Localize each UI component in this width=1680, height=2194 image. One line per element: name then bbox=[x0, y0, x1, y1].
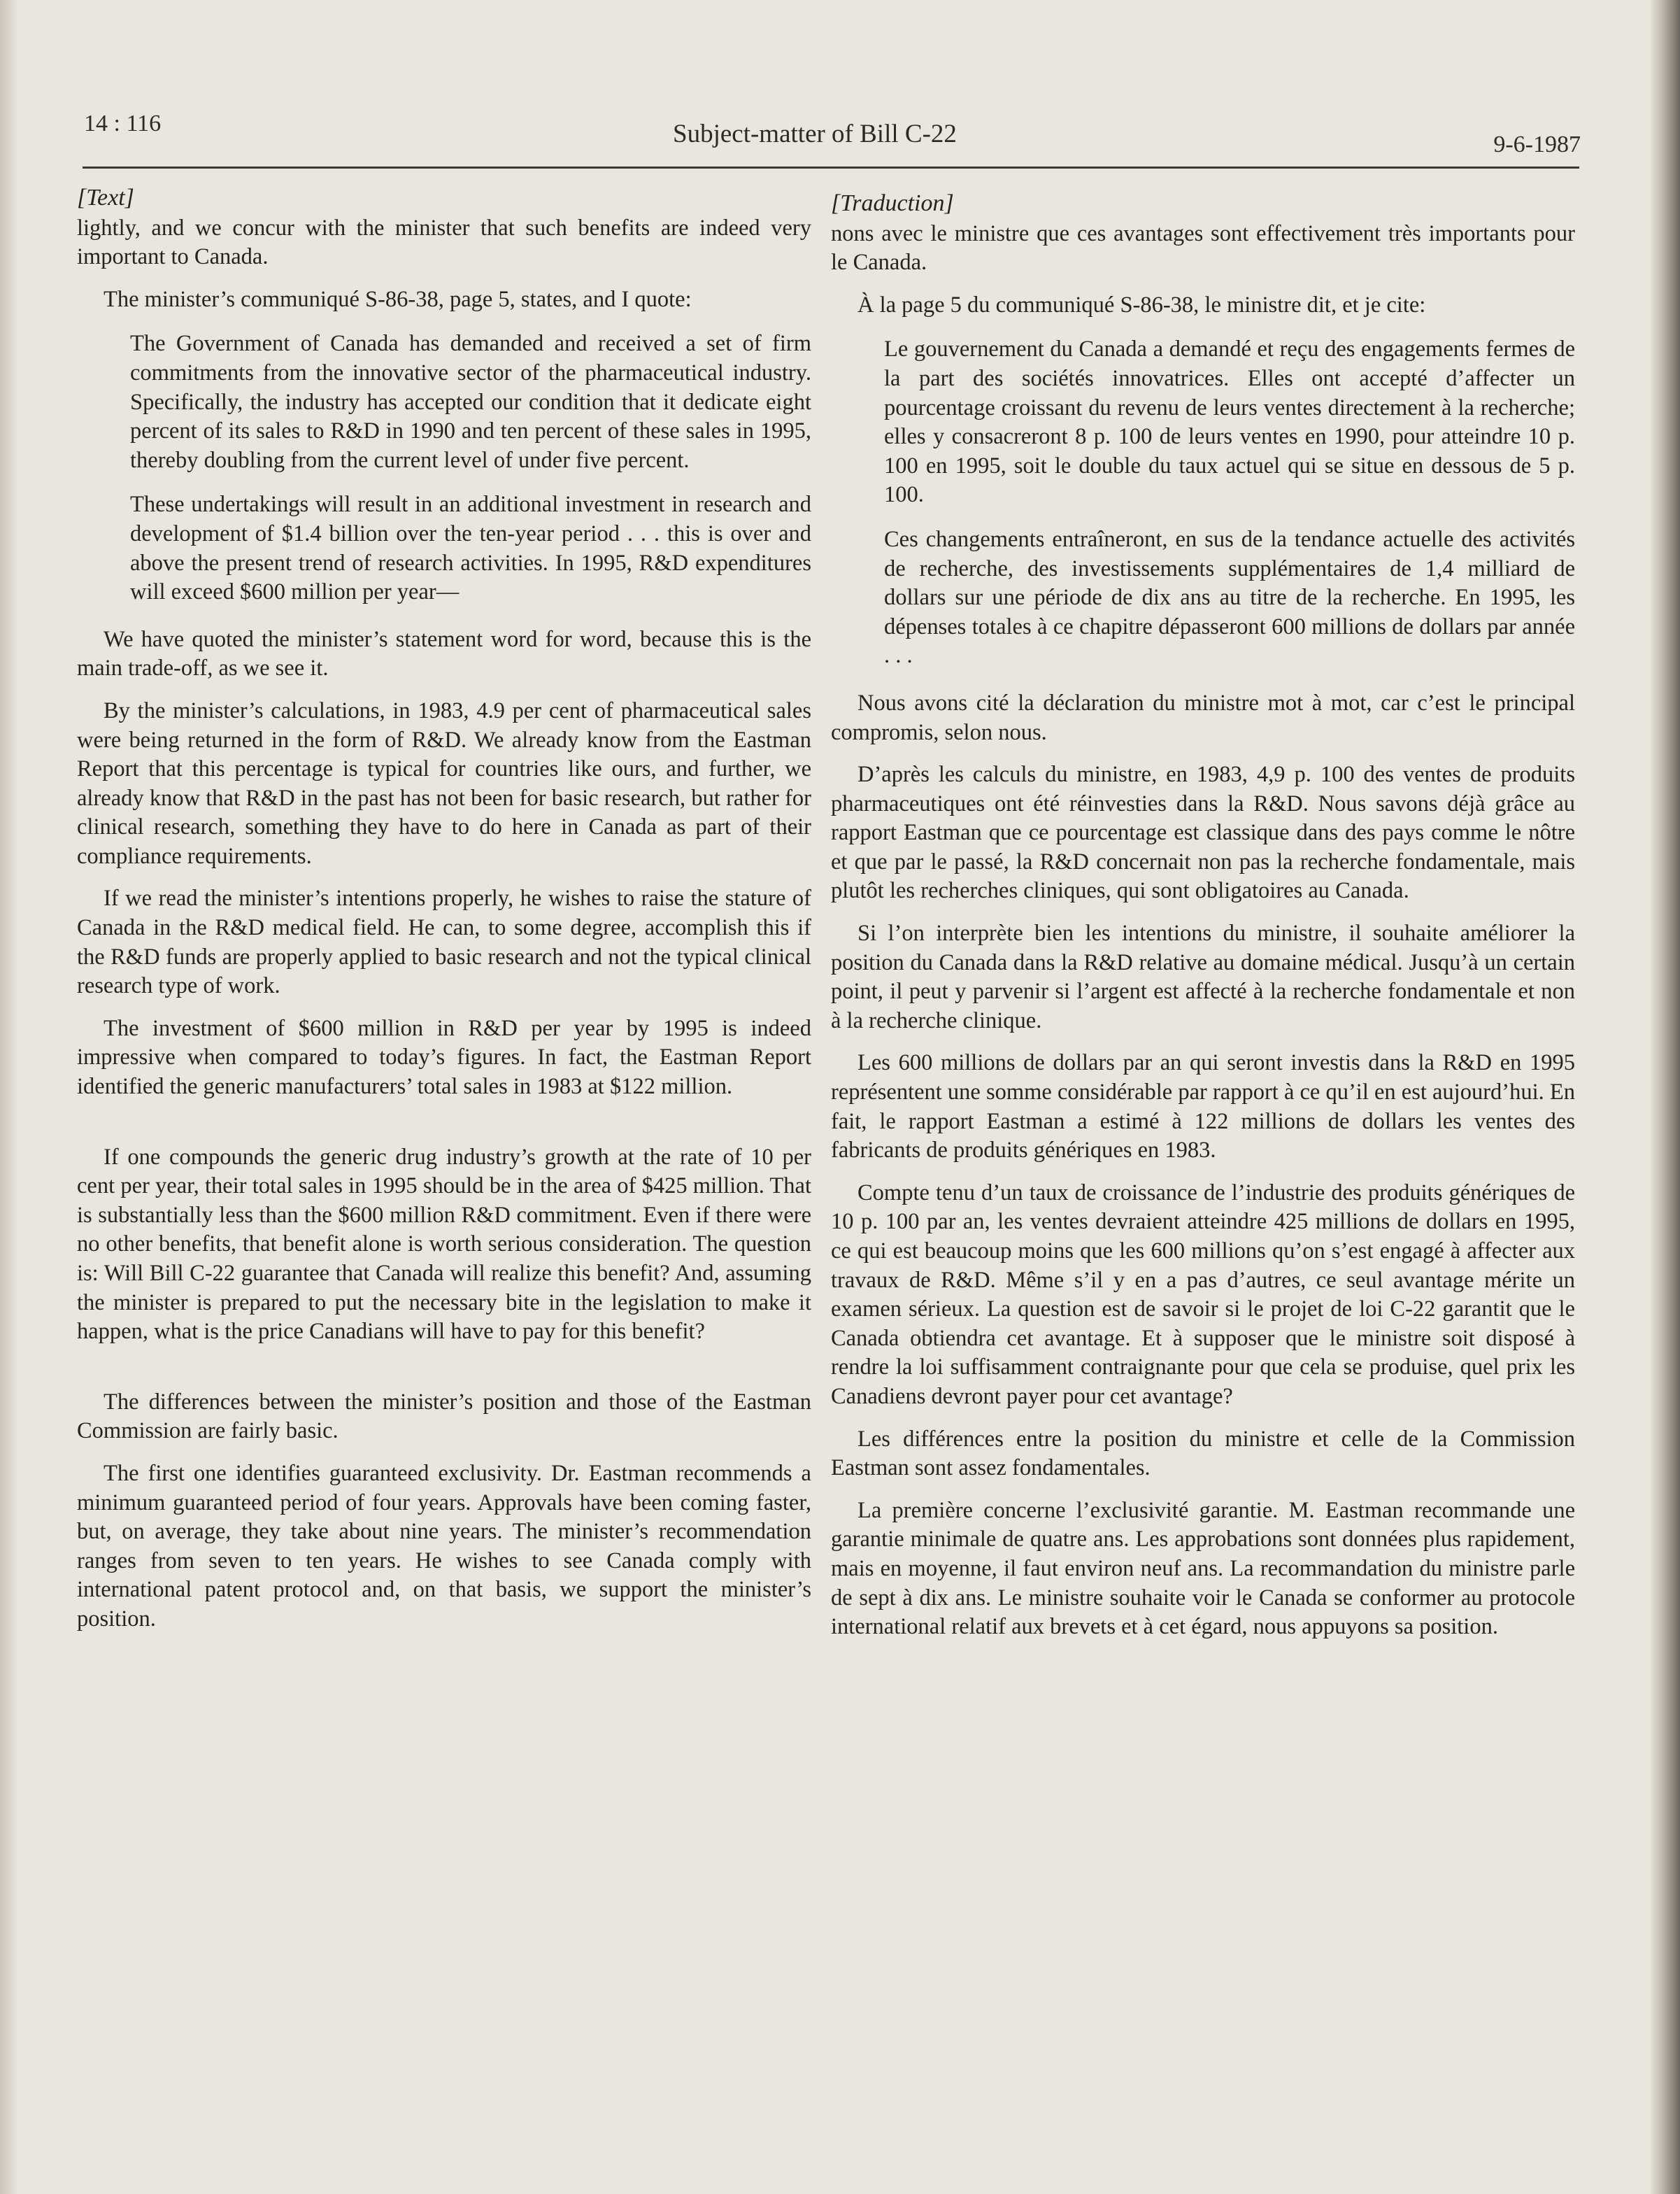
scan-edge bbox=[1651, 0, 1680, 2194]
quote-paragraph: These undertakings will result in an additional investment in research and development of $1.4 billion over the ten-year period . . . this is over and above the present trend of research activities. In 1995, R&D expenditures will exceed $600 million per year— bbox=[130, 492, 811, 605]
paragraph: Les 600 millions de dollars par an qui seront investis dans la R&D en 1995 représentent une somme considérable par rapport à ce qu’il en est aujourd’hui. En fait, le rapport Eastman a estimé à 122 millions de dollars les ventes des fabricants de produits génériques en 1983. bbox=[831, 1050, 1575, 1163]
header-rule bbox=[83, 167, 1579, 169]
paragraph: The first one identifies guaranteed exclusivity. Dr. Eastman recommends a minimum guaranteed period of four years. Approvals have been coming faster, but, on average, they take about nine years. The minister’s recommendation ranges from seven to ten years. He wishes to see Canada comply with international patent protocol and, on that basis, we support the minister’s position. bbox=[77, 1460, 811, 1632]
block-quote bbox=[884, 335, 1575, 671]
paragraph: Nous avons cité la déclaration du ministre mot à mot, car c’est le principal compromis, selon nous. bbox=[831, 690, 1575, 745]
paragraph: Les différences entre la position du ministre et celle de la Commission Eastman sont assez fondamentales. bbox=[831, 1426, 1575, 1481]
page-number: 14 : 116 bbox=[84, 111, 162, 136]
english-column bbox=[77, 183, 811, 1648]
paragraph: nons avec le ministre que ces avantages sont effectivement très importants pour le Canada. bbox=[831, 220, 1575, 276]
paragraph: D’après les calculs du ministre, en 1983, 4,9 p. 100 des ventes de produits pharmaceutiques ont été réinvesties dans la R&D. Nous savons déjà grâce au rapport Eastman que ce pourcentage est classique dans des pays comme le nôtre et que par le passé, la R&D concernait non pas la recherche fondamentale, mais plutôt les recherches cliniques, qui sont obligatoires au Canada. bbox=[831, 762, 1575, 904]
header-date: 9-6-1987 bbox=[1493, 132, 1581, 157]
traduction-tag: [Traduction] bbox=[831, 190, 954, 216]
quote-paragraph: Ces changements entraîneront, en sus de la tendance actuelle des activités de recherche, des investissements supplémentaires de 1,4 milliard de dollars sur une période de dix ans au titre de la recherche. En 1995, les dépenses totales à ce chapitre dépasseront 600 millions de dollars par année . . . bbox=[884, 526, 1575, 669]
paragraph: If one compounds the generic drug industry’s growth at the rate of 10 per cent per year, their total sales in 1995 should be in the area of $425 million. That is substantially less than the $600 million R&D commitment. Even if there were no other benefits, that benefit alone is worth serious consideration. The question is: Will Bill C-22 guarantee that Canada will realize this benefit? And, assuming the minister is prepared to put the necessary bite in the legislation to make it happen, what is the price Canadians will have to pay for this benefit? bbox=[77, 1144, 811, 1345]
paragraph: If we read the minister’s intentions properly, he wishes to raise the stature of Canada in the R&D medical field. He can, to some degree, accomplish this if the R&D funds are properly applied to basic research and not the typical clinical research type of work. bbox=[77, 886, 811, 999]
block-quote bbox=[130, 330, 811, 607]
text-tag: [Text] bbox=[77, 185, 134, 211]
paragraph: The minister’s communiqué S-86-38, page 5, states, and I quote: bbox=[104, 286, 692, 312]
paragraph: lightly, and we concur with the minister that such benefits are indeed very important to Canada. bbox=[77, 215, 811, 270]
quote-paragraph: Le gouvernement du Canada a demandé et reçu des engagements fermes de la part des sociétés innovatrices. Elles ont accepté d’affecter un pourcentage croissant du revenu de leurs ventes directement à la recherche; elles y consacreront 8 p. 100 de leurs ventes en 1990, pour atteindre 10 p. 100 en 1995, soit le double du taux actuel qui se situe en dessous de 5 p. 100. bbox=[884, 337, 1575, 508]
quote-paragraph: The Government of Canada has demanded and received a set of firm commitments from the innovative sector of the pharmaceutical industry. Specifically, the industry has accepted our condition that it dedicate eight percent of its sales to R&D in 1990 and ten percent of these sales in 1995, thereby doubling from the current level of under five percent. bbox=[130, 331, 811, 473]
running-header bbox=[84, 105, 1581, 168]
paragraph: The investment of $600 million in R&D per year by 1995 is indeed impressive when compared to today’s figures. In fact, the Eastman Report identified the generic manufacturers’ total sales in 1983 at $122 million. bbox=[77, 1015, 811, 1100]
paragraph-gap bbox=[77, 1360, 811, 1388]
paragraph: We have quoted the minister’s statement word for word, because this is the main trade-off, as we see it. bbox=[77, 626, 811, 681]
paragraph: Compte tenu d’un taux de croissance de l’industrie des produits génériques de 10 p. 100 par an, les ventes devraient atteindre 425 millions de dollars en 1995, ce qui est beaucoup moins que les 600 millions qu’on s’est engagé à affecter aux travaux de R&D. Même s’il y en a pas d’autres, ce seul avantage mérite un examen sérieux. La question est de savoir si le projet de loi C-22 garantit que le Canada obtiendra cet avantage. Et à supposer que le ministre soit disposé à rendre la loi suffisamment contraignante pour que cela se produise, quel prix les Canadiens devront payer pour cet avantage? bbox=[831, 1180, 1575, 1409]
paragraph: À la page 5 du communiqué S-86-38, le ministre dit, et je cite: bbox=[857, 292, 1426, 318]
paragraph: Si l’on interprète bien les intentions du ministre, il souhaite améliorer la position du Canada dans la R&D relative au domaine médical. Jusqu’à un certain point, il peut y parvenir si l’argent est affecté à la recherche fondamentale et non à la recherche clinique. bbox=[831, 921, 1575, 1033]
paragraph: La première concerne l’exclusivité garantie. M. Eastman recommande une garantie minimale de quatre ans. Les approbations sont données plus rapidement, mais en moyenne, il faut environ neuf ans. La recommandation du ministre parle de sept à dix ans. Le ministre souhaite voir le Canada se conformer au protocole international relatif aux brevets et à cet égard, nous appuyons sa position. bbox=[831, 1497, 1575, 1640]
paragraph-gap bbox=[77, 1115, 811, 1143]
header-title: Subject-matter of Bill C-22 bbox=[673, 120, 957, 148]
french-column bbox=[831, 189, 1575, 1655]
paragraph: By the minister’s calculations, in 1983, 4.9 per cent of pharmaceutical sales were being returned in the form of R&D. We already know from the Eastman Report that this percentage is typical for countries like ours, and further, we already know that R&D in the past has not been for basic research, but rather for clinical research, something they have to do here in Canada as part of their compliance requirements. bbox=[77, 698, 811, 869]
paragraph: The differences between the minister’s position and those of the Eastman Commission are fairly basic. bbox=[77, 1389, 811, 1444]
binding-edge bbox=[0, 0, 18, 2194]
